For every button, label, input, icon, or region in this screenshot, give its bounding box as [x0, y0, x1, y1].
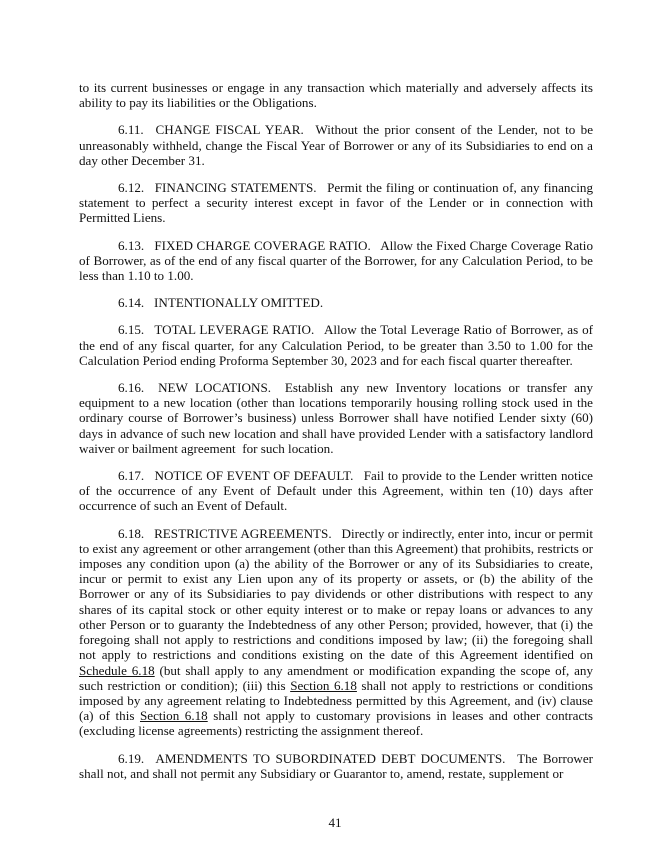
- text-segment: 6.19. AMENDMENTS TO SUBORDINATED DEBT DOCUMENTS. The Borrower shall not, and shall not permit any Subsidiary or Guarantor to, amend, restate, supplement or: [79, 750, 593, 781]
- text-segment: 6.11. CHANGE FISCAL YEAR. Without the prior consent of the Lender, not to be unreasonably withheld, change the Fiscal Year of Borrower or any of its Subsidiaries to end on a day other December 31.: [79, 122, 593, 168]
- text-segment: shall not apply to customary provisions in leases and other contracts (excluding license agreements) restricting the assignment thereof.: [79, 708, 593, 739]
- text-segment: 6.17. NOTICE OF EVENT OF DEFAULT. Fail to provide to the Lender written notice of the occurrence of any Event of Default under this Agreement, within ten (10) days after occurrence of such an Event of Default.: [79, 468, 593, 514]
- paragraph: [79, 80, 593, 110]
- text-segment: 6.13. FIXED CHARGE COVERAGE RATIO. Allow the Fixed Charge Coverage Ratio of Borrower, as of the end of any fiscal quarter of the Borrower, for any Calculation Period, to be less than 1.10 to 1.00.: [79, 237, 593, 284]
- text-segment: 6.14. INTENTIONALLY OMITTED.: [118, 295, 324, 311]
- paragraph: [79, 295, 593, 310]
- document-body: [79, 80, 593, 793]
- paragraph: [79, 122, 593, 168]
- paragraph: [79, 238, 593, 284]
- text-segment: 6.15. TOTAL LEVERAGE RATIO. Allow the Total Leverage Ratio of Borrower, as of the end of any fiscal quarter, for any Calculation Period, to be greater than 3.50 to 1.00 for the Calculation Period ending Proforma September 30, 2023 and for each fiscal quarter thereafter.: [79, 322, 593, 368]
- text-segment: (but shall apply to any amendment or modification expanding the scope of, any such restriction or condition); (iii) this: [79, 662, 593, 693]
- section-reference: Section 6.18: [290, 677, 357, 693]
- paragraph: [79, 180, 593, 226]
- paragraph: [79, 526, 593, 739]
- paragraph: [79, 468, 593, 514]
- text-segment: 6.18. RESTRICTIVE AGREEMENTS. Directly or indirectly, enter into, incur or permit to exist any agreement or other arrangement (other than this Agreement) that prohibits, restricts or imposes any condition upon (a) the ability of the Borrower or any of its Subsidiaries to create, incur or permit to exist any Lien upon any of its property or assets, or (b) the ability of the Borrower or any of its Subsidiaries to pay dividends or other distributions with respect to any shares of its capital stock or other equity interest or to make or repay loans or advances to any other Person or to guaranty the Indebtedness of any other Person; provided, however, that (i) the foregoing shall not apply to restrictions and conditions imposed by law; (ii) the foregoing shall not apply to restrictions and conditions existing on the date of this Agreement identified on: [79, 525, 593, 663]
- section-reference: Schedule 6.18: [79, 662, 155, 678]
- text-segment: 6.16. NEW LOCATIONS. Establish any new Inventory locations or transfer any equipment to a new location (other than locations temporarily housing rolling stock used in the ordinary course of Borrower’s business) unless Borrower shall have notified Lender sixty (60) days in advance of such new location and shall have provided Lender with a satisfactory landlord waiver or bailment agreement for such location.: [79, 380, 593, 456]
- text-segment: to its current businesses or engage in any transaction which materially and adversely affects its ability to pay its liabilities or the Obligations.: [79, 80, 593, 111]
- section-reference: Section 6.18: [139, 708, 208, 724]
- paragraph: [79, 751, 593, 781]
- page-number: 41: [328, 815, 342, 830]
- text-segment: shall not apply to restrictions or conditions imposed by any agreement relating to Indebtedness permitted by this Agreement, and (iv) clause (a) of this: [79, 677, 593, 724]
- paragraph: [79, 380, 593, 456]
- text-segment: 6.12. FINANCING STATEMENTS. Permit the filing or continuation of, any financing statement to perfect a security interest except in favor of the Lender or in connection with Permitted Liens.: [79, 180, 593, 226]
- paragraph: [79, 322, 593, 368]
